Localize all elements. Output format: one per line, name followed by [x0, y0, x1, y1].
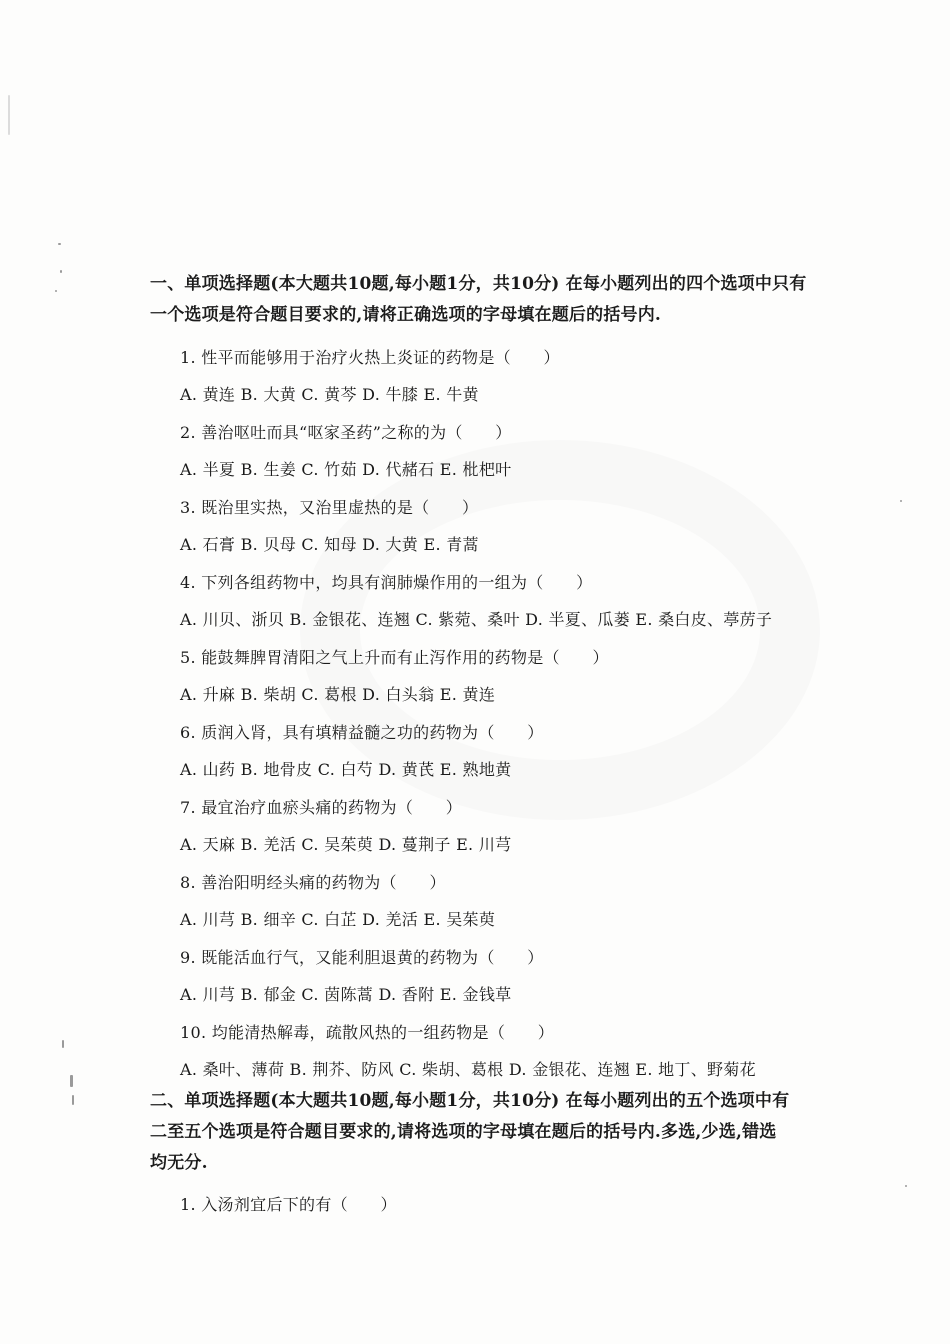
question-10-options: A. 桑叶、薄荷 B. 荆芥、防风 C. 柴胡、葛根 D. 金银花、连翘 E. 地丁、野菊花	[180, 1060, 756, 1079]
scan-mark	[60, 270, 62, 273]
scan-mark	[905, 1185, 907, 1187]
question-1: 1. 性平而能够用于治疗火热上炎证的药物是（ ）	[180, 348, 560, 367]
question-3-options: A. 石膏 B. 贝母 C. 知母 D. 大黄 E. 青蒿	[180, 535, 479, 554]
section-2-heading-line-1: 二、单项选择题(本大题共10题,每小题1分，共10分) 在每小题列出的五个选项中有	[150, 1091, 790, 1111]
section-1-heading-line-2: 一个选项是符合题目要求的,请将正确选项的字母填在题后的括号内.	[150, 305, 662, 325]
scan-mark	[900, 500, 902, 502]
section-2-question-1: 1. 入汤剂宜后下的有（ ）	[180, 1195, 397, 1214]
scan-mark	[62, 1040, 64, 1048]
section-1-heading	[150, 269, 820, 331]
question-4-options: A. 川贝、浙贝 B. 金银花、连翘 C. 紫菀、桑叶 D. 半夏、瓜蒌 E. 桑白皮、葶苈子	[180, 610, 773, 629]
section-2-heading-line-2: 二至五个选项是符合题目要求的,请将选项的字母填在题后的括号内.多选,少选,错选	[150, 1122, 777, 1142]
question-1-options: A. 黄连 B. 大黄 C. 黄芩 D. 牛膝 E. 牛黄	[180, 385, 479, 404]
section-2-heading	[150, 1086, 820, 1179]
section-1-heading-line-1: 一、单项选择题(本大题共10题,每小题1分，共10分) 在每小题列出的四个选项中只有	[150, 274, 807, 294]
scan-mark	[70, 1075, 73, 1087]
question-5-options: A. 升麻 B. 柴胡 C. 葛根 D. 白头翁 E. 黄连	[180, 685, 496, 704]
scan-mark	[8, 95, 10, 135]
question-8: 8. 善治阳明经头痛的药物为（ ）	[180, 873, 446, 892]
scan-mark	[72, 1095, 74, 1105]
question-5: 5. 能鼓舞脾胃清阳之气上升而有止泻作用的药物是（ ）	[180, 648, 609, 667]
question-4: 4. 下列各组药物中，均具有润肺燥作用的一组为（ ）	[180, 573, 593, 592]
section-2-heading-line-3: 均无分.	[150, 1153, 208, 1173]
question-9-options: A. 川芎 B. 郁金 C. 茵陈蒿 D. 香附 E. 金钱草	[180, 985, 512, 1004]
question-6-options: A. 山药 B. 地骨皮 C. 白芍 D. 黄芪 E. 熟地黄	[180, 760, 512, 779]
question-8-options: A. 川芎 B. 细辛 C. 白芷 D. 羌活 E. 吴茱萸	[180, 910, 496, 929]
question-9: 9. 既能活血行气，又能利胆退黄的药物为（ ）	[180, 948, 544, 967]
question-7: 7. 最宜治疗血瘀头痛的药物为（ ）	[180, 798, 463, 817]
question-2-options: A. 半夏 B. 生姜 C. 竹茹 D. 代赭石 E. 枇杷叶	[180, 460, 512, 479]
question-10: 10. 均能清热解毒，疏散风热的一组药物是（ ）	[180, 1023, 555, 1042]
question-6: 6. 质润入肾，具有填精益髓之功的药物为（ ）	[180, 723, 544, 742]
scan-mark	[55, 290, 57, 292]
question-3: 3. 既治里实热，又治里虚热的是（ ）	[180, 498, 479, 517]
scan-mark	[58, 243, 61, 245]
question-7-options: A. 天麻 B. 羌活 C. 吴茱萸 D. 蔓荆子 E. 川芎	[180, 835, 512, 854]
question-2: 2. 善治呕吐而具“呕家圣药”之称的为（ ）	[180, 423, 512, 442]
